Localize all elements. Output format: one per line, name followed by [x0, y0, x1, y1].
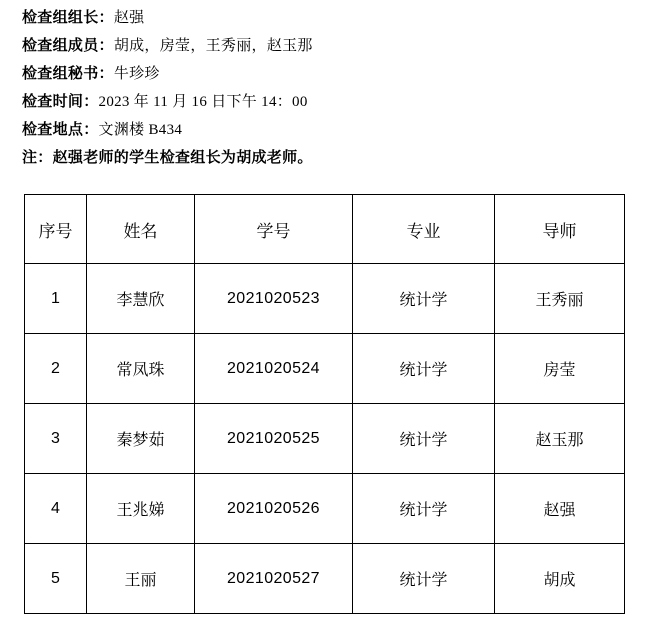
info-value-time: 2023 年 11 月 16 日下午 14：00 [98, 94, 308, 110]
info-value-location: 文渊楼 B434 [98, 122, 183, 138]
info-label-location: 检查地点： [22, 122, 99, 138]
cell-student-id: 2021020527 [195, 544, 353, 614]
cell-name: 王兆娣 [87, 474, 195, 544]
cell-major: 统计学 [353, 544, 495, 614]
cell-student-id: 2021020526 [195, 474, 353, 544]
column-header-advisor: 导师 [495, 195, 625, 264]
table-row [25, 544, 625, 614]
cell-advisor: 王秀丽 [495, 264, 625, 334]
cell-major: 统计学 [353, 404, 495, 474]
info-line-secretary [22, 60, 628, 88]
cell-major: 统计学 [353, 474, 495, 544]
column-header-major: 专业 [353, 195, 495, 264]
info-label-leader: 检查组组长： [22, 10, 114, 26]
column-header-student-id: 学号 [195, 195, 353, 264]
table-row [25, 334, 625, 404]
column-header-seq: 序号 [25, 195, 87, 264]
info-line-leader [22, 4, 628, 32]
table-header-row [25, 195, 625, 264]
info-value-leader: 赵强 [113, 10, 145, 26]
table-row [25, 474, 625, 544]
cell-seq: 1 [25, 264, 87, 334]
cell-student-id: 2021020524 [195, 334, 353, 404]
table-row [25, 404, 625, 474]
info-label-time: 检查时间： [22, 94, 99, 110]
info-value-members: 胡成，房莹，王秀丽，赵玉那 [113, 38, 313, 54]
cell-seq: 2 [25, 334, 87, 404]
info-label-secretary: 检查组秘书： [22, 66, 114, 82]
cell-student-id: 2021020525 [195, 404, 353, 474]
cell-student-id: 2021020523 [195, 264, 353, 334]
cell-seq: 3 [25, 404, 87, 474]
cell-advisor: 赵玉那 [495, 404, 625, 474]
student-roster-table [24, 194, 625, 614]
info-note: 注：赵强老师的学生检查组长为胡成老师。 [22, 150, 313, 166]
cell-name: 秦梦茹 [87, 404, 195, 474]
table-row [25, 264, 625, 334]
cell-name: 王丽 [87, 544, 195, 614]
cell-advisor: 胡成 [495, 544, 625, 614]
info-line-members [22, 32, 628, 60]
info-value-secretary: 牛珍珍 [113, 66, 160, 82]
info-label-members: 检查组成员： [22, 38, 114, 54]
cell-seq: 4 [25, 474, 87, 544]
inspection-info-block [22, 4, 628, 172]
cell-advisor: 房莹 [495, 334, 625, 404]
column-header-name: 姓名 [87, 195, 195, 264]
info-line-time [22, 88, 628, 116]
cell-seq: 5 [25, 544, 87, 614]
cell-major: 统计学 [353, 264, 495, 334]
cell-name: 常凤珠 [87, 334, 195, 404]
cell-major: 统计学 [353, 334, 495, 404]
info-line-location [22, 116, 628, 144]
cell-name: 李慧欣 [87, 264, 195, 334]
cell-advisor: 赵强 [495, 474, 625, 544]
